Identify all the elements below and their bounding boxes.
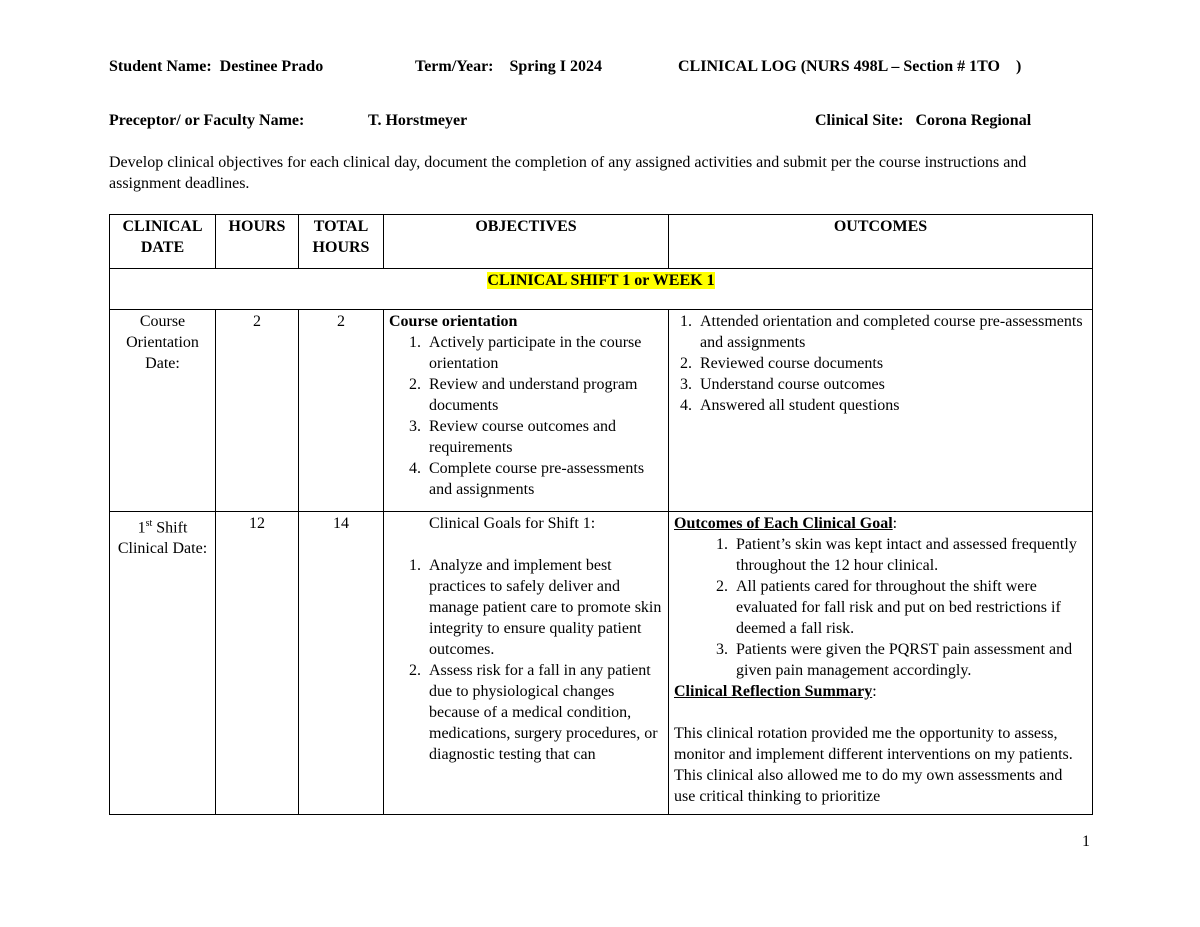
term-label: Term/Year: — [415, 58, 494, 75]
row-objectives — [384, 512, 669, 815]
objectives-title: Course orientation — [389, 313, 518, 330]
row-total — [299, 512, 384, 815]
list-item: 1. Attended orientation and completed course pre-assessments and assignments — [696, 311, 1087, 353]
list-item: 3. Review course outcomes and requirements — [425, 416, 663, 458]
date-text: Shift Clinical Date: — [117, 519, 208, 558]
reflection-text: This clinical rotation provided me the opportunity to assess, monitor and implement different interventions on my patients. This clinical also allowed me to do my own assessments and use critical thinking to prioritize — [674, 725, 1073, 805]
row-date — [110, 512, 216, 815]
hours-value: 12 — [249, 515, 265, 532]
instructions-text: Develop clinical objectives for each clinical day, document the completion of any assigned activities and submit per the course instructions and assignment deadlines. — [109, 154, 1027, 192]
student-name-line — [109, 58, 323, 76]
row-hours: 2 — [216, 310, 299, 512]
outcomes-title: Outcomes of Each Clinical Goal — [674, 515, 893, 532]
list-item: 3. Patients were given the PQRST pain assessment and given pain management accordingly. — [732, 639, 1087, 681]
table-row — [110, 310, 1093, 512]
total-value: 14 — [333, 515, 349, 532]
list-item: 2. Reviewed course documents — [696, 353, 1087, 374]
log-title: CLINICAL LOG (NURS 498L – Section # 1TO ) — [678, 58, 1022, 75]
date-suffix: st — [145, 518, 153, 529]
list-item: 2. Review and understand program documents — [425, 374, 663, 416]
row-objectives — [384, 310, 669, 512]
list-item: 2. All patients cared for throughout the shift were evaluated for fall risk and put on bed restrictions if deemed a fall risk. — [732, 576, 1087, 639]
row-date: Course Orientation Date: — [110, 310, 216, 512]
col-outcomes: OUTCOMES — [669, 215, 1093, 269]
clinical-log-table — [109, 214, 1093, 815]
site-value: Corona Regional — [915, 112, 1032, 129]
reflection-title: Clinical Reflection Summary — [674, 683, 873, 700]
list-item: 1. Actively participate in the course orientation — [425, 332, 663, 374]
section-row — [110, 269, 1093, 310]
list-item: 1. Analyze and implement best practices to safely deliver and manage patient care to promote skin integrity to ensure quality patient outcomes. — [425, 555, 663, 660]
col-total-hours: TOTAL HOURS — [299, 215, 384, 269]
row-outcomes: Outcomes of Each Clinical Goal: 1. Patient’s skin was kept intact and assessed frequently throughout the 12 hour clinical. 2. All patients cared for throughout the shift were evaluated for fall risk and put on bed restrictions if deemed a fall risk. 3. Patients were given the PQRST pain assessment and given pain management accordingly. Clinical Reflection Summary: This clinical rotation provided me the opportunity to assess, monitor and implement different interventions on my patients. This clinical also allowed me to do my own assessments and use critical thinking to prioritize — [669, 512, 1093, 815]
date-number: 1 — [137, 519, 146, 537]
list-item: 4. Complete course pre-assessments and assignments — [425, 458, 663, 500]
row-hours — [216, 512, 299, 815]
row-total: 2 — [299, 310, 384, 512]
clinical-site-line — [815, 112, 1031, 130]
page-number: 1 — [1082, 833, 1090, 850]
objectives-title: Clinical Goals for Shift 1: — [429, 515, 596, 532]
term-value: Spring I 2024 — [509, 58, 602, 75]
term-line — [415, 58, 602, 76]
table-header-row — [110, 215, 1093, 269]
preceptor-name: T. Horstmeyer — [368, 112, 468, 129]
col-hours: HOURS — [216, 215, 299, 269]
row-outcomes — [669, 310, 1093, 512]
col-objectives: OBJECTIVES — [384, 215, 669, 269]
site-label: Clinical Site: — [815, 112, 904, 129]
preceptor-label: Preceptor/ or Faculty Name: — [109, 112, 305, 129]
student-label: Student Name: — [109, 58, 212, 75]
list-item: 2. Assess risk for a fall in any patient due to physiological changes because of a medical condition, medications, surgery procedures, or diagnostic testing that can — [425, 660, 663, 765]
section-title: CLINICAL SHIFT 1 or WEEK 1 — [487, 272, 715, 289]
student-name: Destinee Prado — [219, 58, 324, 75]
list-item: 4. Answered all student questions — [696, 395, 1087, 416]
col-clinical-date: CLINICAL DATE — [110, 215, 216, 269]
list-item: 1. Patient’s skin was kept intact and assessed frequently throughout the 12 hour clinical. — [732, 534, 1087, 576]
table-row — [110, 512, 1093, 815]
list-item: 3. Understand course outcomes — [696, 374, 1087, 395]
